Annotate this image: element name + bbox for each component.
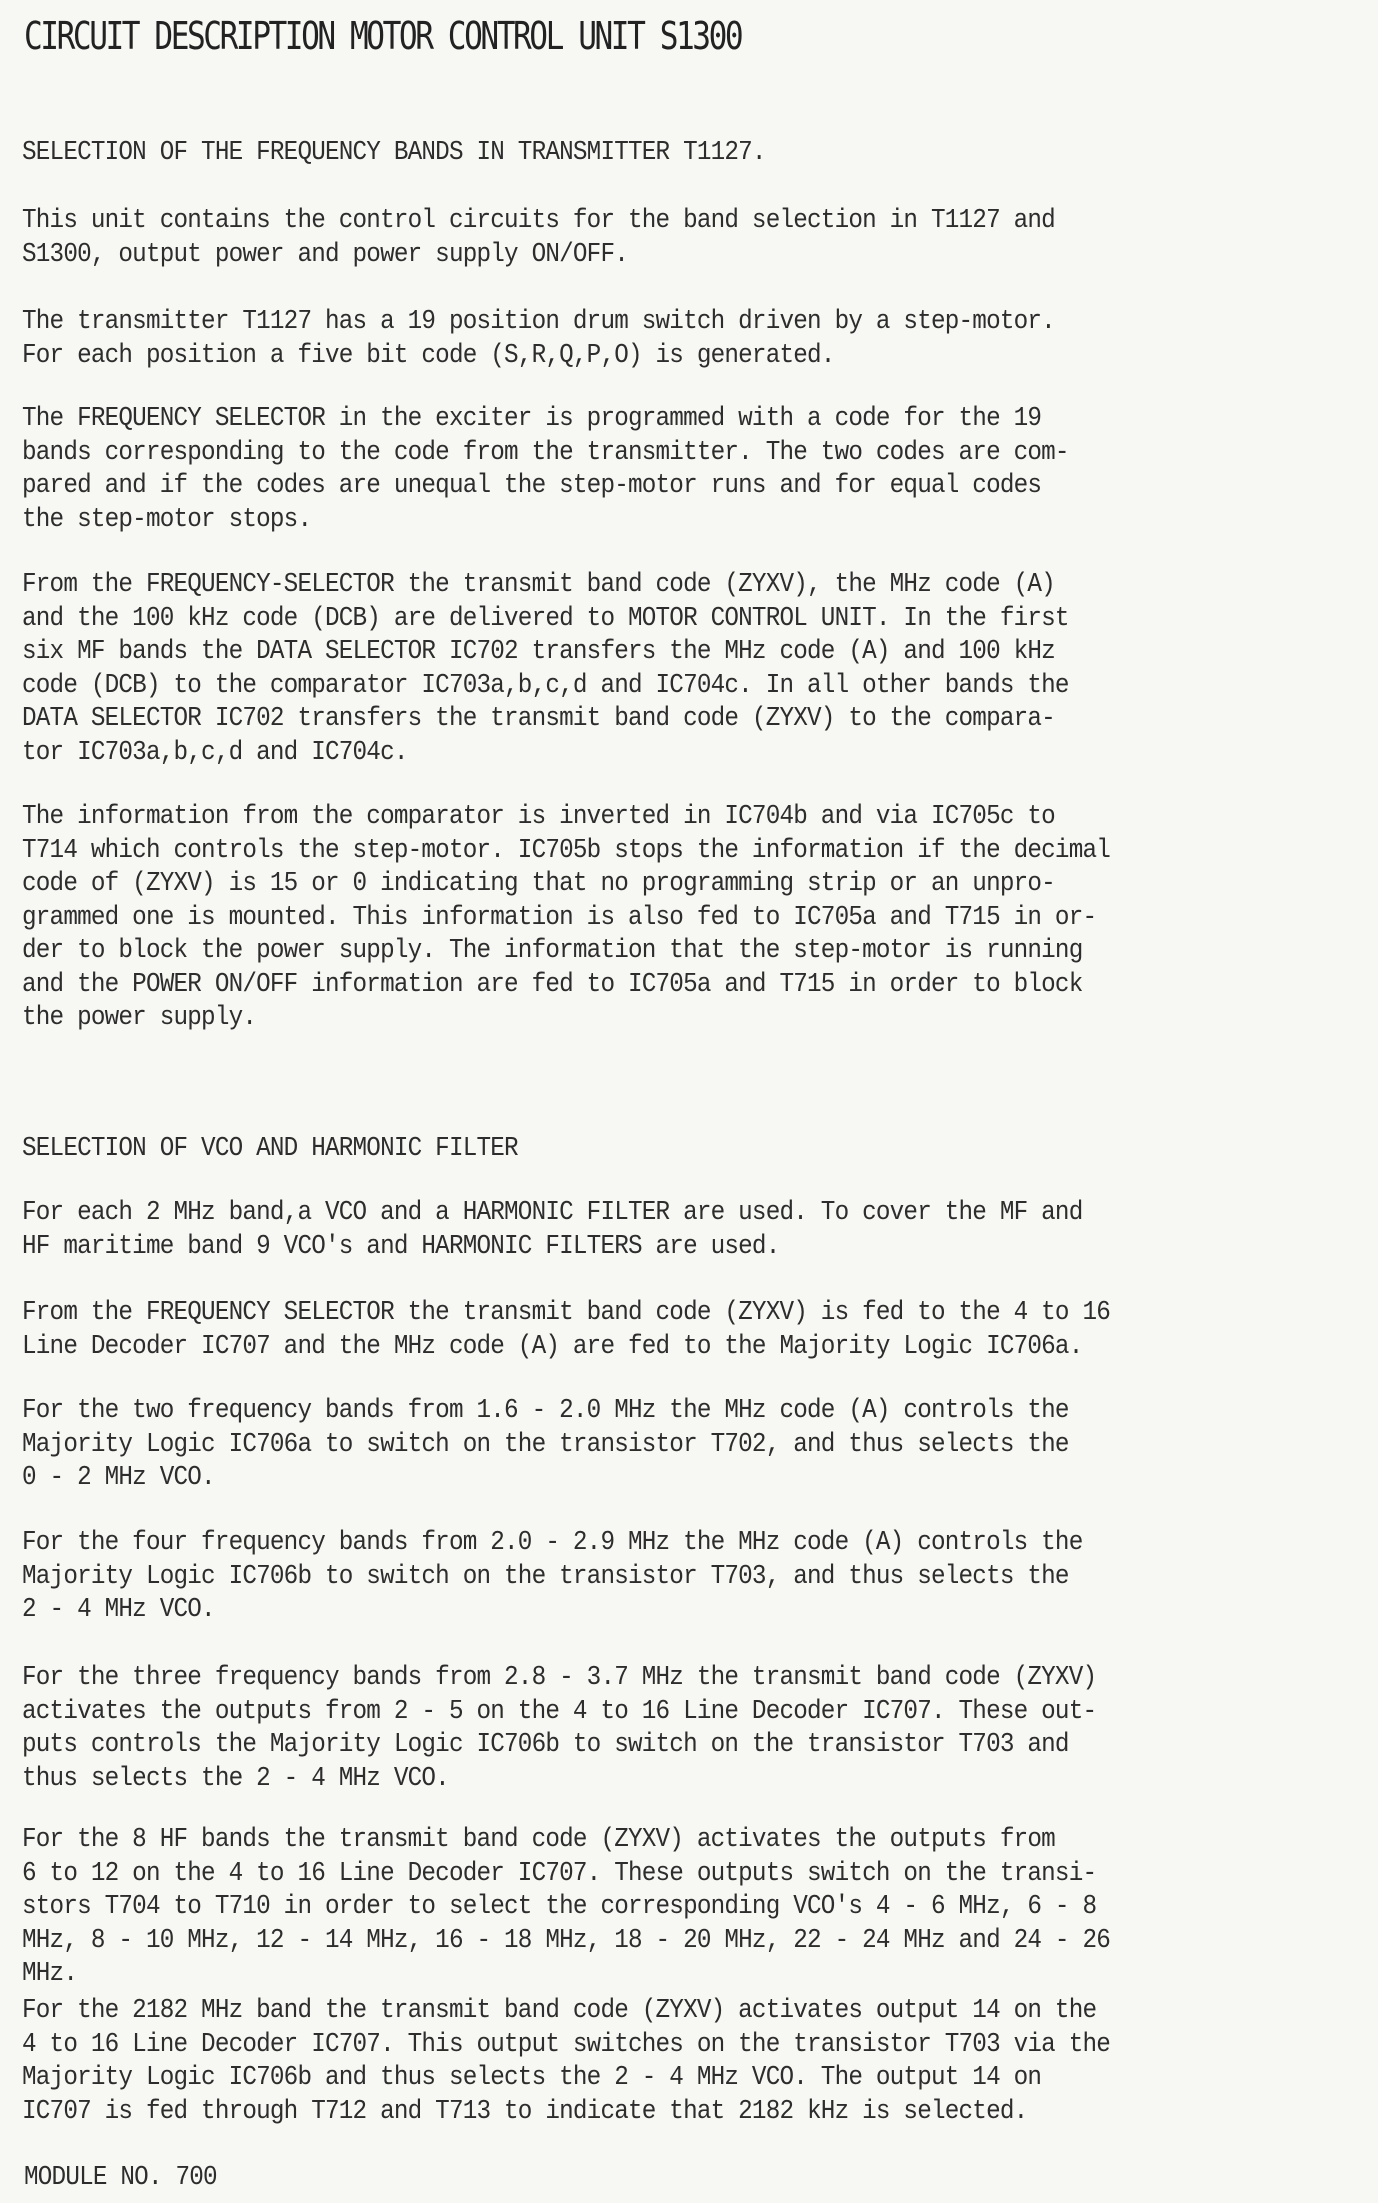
text-line: For the four frequency bands from 2.0 - 2.9 MHz the MHz code (A) controls the	[22, 1528, 1083, 1558]
text-line: MHz.	[22, 1959, 78, 1989]
text-line: HF maritime band 9 VCO's and HARMONIC FILTERS are used.	[22, 1231, 780, 1262]
text-line: stors T704 to T710 in order to select the corresponding VCO's 4 - 6 MHz, 6 - 8	[22, 1892, 1097, 1922]
text-line: IC707 is fed through T712 and T713 to indicate that 2182 kHz is selected.	[22, 2096, 1028, 2127]
text-line: DATA SELECTOR IC702 transfers the transmit band code (ZYXV) to the compara-	[22, 704, 1055, 734]
text-line: For each position a five bit code (S,R,Q,P,O) is generated.	[22, 340, 835, 371]
text-line: code of (ZYXV) is 15 or 0 indicating that no programming strip or an unpro-	[22, 869, 1055, 899]
text-line: puts controls the Majority Logic IC706b to switch on the transistor T703 and	[22, 1730, 1069, 1760]
document-title: CIRCUIT DESCRIPTION MOTOR CONTROL UNIT S1300	[24, 14, 742, 58]
text-line: tor IC703a,b,c,d and IC704c.	[22, 737, 408, 768]
text-line: Line Decoder IC707 and the MHz code (A) are fed to the Majority Logic IC706a.	[22, 1331, 1083, 1362]
text-line: activates the outputs from 2 - 5 on the 4 to 16 Line Decoder IC707. These out-	[22, 1696, 1097, 1727]
section-heading-vco-harmonic-filter: SELECTION OF VCO AND HARMONIC FILTER	[22, 1134, 518, 1164]
text-line: six MF bands the DATA SELECTOR IC702 transfers the MHz code (A) and 100 kHz	[22, 637, 1055, 667]
text-line: pared and if the codes are unequal the step-motor runs and for equal codes	[22, 471, 1042, 501]
text-line: The information from the comparator is inverted in IC704b and via IC705c to	[22, 802, 1055, 832]
text-line: For the 2182 MHz band the transmit band code (ZYXV) activates output 14 on the	[22, 1996, 1097, 2026]
paragraph	[22, 205, 1170, 272]
text-line: Majority Logic IC706a to switch on the transistor T702, and thus selects the	[22, 1429, 1069, 1460]
text-line: The transmitter T1127 has a 19 position drum switch driven by a step-motor.	[22, 307, 1055, 337]
text-line: This unit contains the control circuits for the band selection in T1127 and	[22, 206, 1055, 236]
module-number: MODULE NO. 700	[24, 2163, 217, 2193]
text-line: From the FREQUENCY-SELECTOR the transmit band code (ZYXV), the MHz code (A)	[22, 570, 1055, 600]
text-line: From the FREQUENCY SELECTOR the transmit band code (ZYXV) is fed to the 4 to 16	[22, 1298, 1111, 1328]
text-line: For the three frequency bands from 2.8 - 3.7 MHz the transmit band code (ZYXV)	[22, 1663, 1097, 1693]
text-line: and the POWER ON/OFF information are fed to IC705a and T715 in order to block	[22, 969, 1083, 1000]
text-line: thus selects the 2 - 4 MHz VCO.	[22, 1763, 449, 1794]
section-heading-frequency-bands: SELECTION OF THE FREQUENCY BANDS IN TRANSMITTER T1127.	[22, 138, 766, 168]
paragraph	[22, 403, 1185, 537]
text-line: 6 to 12 on the 4 to 16 Line Decoder IC707. These outputs switch on the transi-	[22, 1858, 1097, 1889]
paragraph	[22, 569, 1185, 770]
paragraph	[22, 1824, 1231, 1992]
paragraph	[22, 1662, 1216, 1796]
paragraph	[22, 1297, 1231, 1364]
text-line: For the 8 HF bands the transmit band code (ZYXV) activates the outputs from	[22, 1825, 1055, 1855]
paragraph	[22, 1995, 1231, 2129]
paragraph	[22, 1395, 1185, 1496]
text-line: For the two frequency bands from 1.6 - 2.0 MHz the MHz code (A) controls the	[22, 1396, 1069, 1426]
text-line: The FREQUENCY SELECTOR in the exciter is programmed with a code for the 19	[22, 404, 1042, 434]
text-line: bands corresponding to the code from the transmitter. The two codes are com-	[22, 437, 1069, 468]
text-line: S1300, output power and power supply ON/OFF.	[22, 239, 628, 270]
text-line: For each 2 MHz band,a VCO and a HARMONIC FILTER are used. To cover the MF and	[22, 1198, 1083, 1228]
text-line: Majority Logic IC706b to switch on the transistor T703, and thus selects the	[22, 1561, 1069, 1592]
text-line: 0 - 2 MHz VCO.	[22, 1463, 215, 1493]
text-line: and the 100 kHz code (DCB) are delivered to MOTOR CONTROL UNIT. In the first	[22, 603, 1069, 634]
text-line: T714 which controls the step-motor. IC705b stops the information if the decimal	[22, 835, 1111, 866]
text-line: the step-motor stops.	[22, 504, 312, 535]
paragraph	[22, 801, 1231, 1036]
text-line: der to block the power supply. The information that the step-motor is running	[22, 936, 1083, 966]
text-line: 2 - 4 MHz VCO.	[22, 1595, 215, 1625]
text-line: 4 to 16 Line Decoder IC707. This output switches on the transistor T703 via the	[22, 2029, 1111, 2060]
text-line: grammed one is mounted. This information is also fed to IC705a and T715 in or-	[22, 902, 1097, 933]
text-line: MHz, 8 - 10 MHz, 12 - 14 MHz, 16 - 18 MHz, 18 - 20 MHz, 22 - 24 MHz and 24 - 26	[22, 1925, 1111, 1956]
paragraph	[22, 306, 1170, 373]
paragraph	[22, 1197, 1200, 1264]
paragraph	[22, 1527, 1200, 1628]
text-line: code (DCB) to the comparator IC703a,b,c,d and IC704c. In all other bands the	[22, 670, 1069, 701]
text-line: Majority Logic IC706b and thus selects the 2 - 4 MHz VCO. The output 14 on	[22, 2063, 1042, 2093]
text-line: the power supply.	[22, 1003, 257, 1033]
